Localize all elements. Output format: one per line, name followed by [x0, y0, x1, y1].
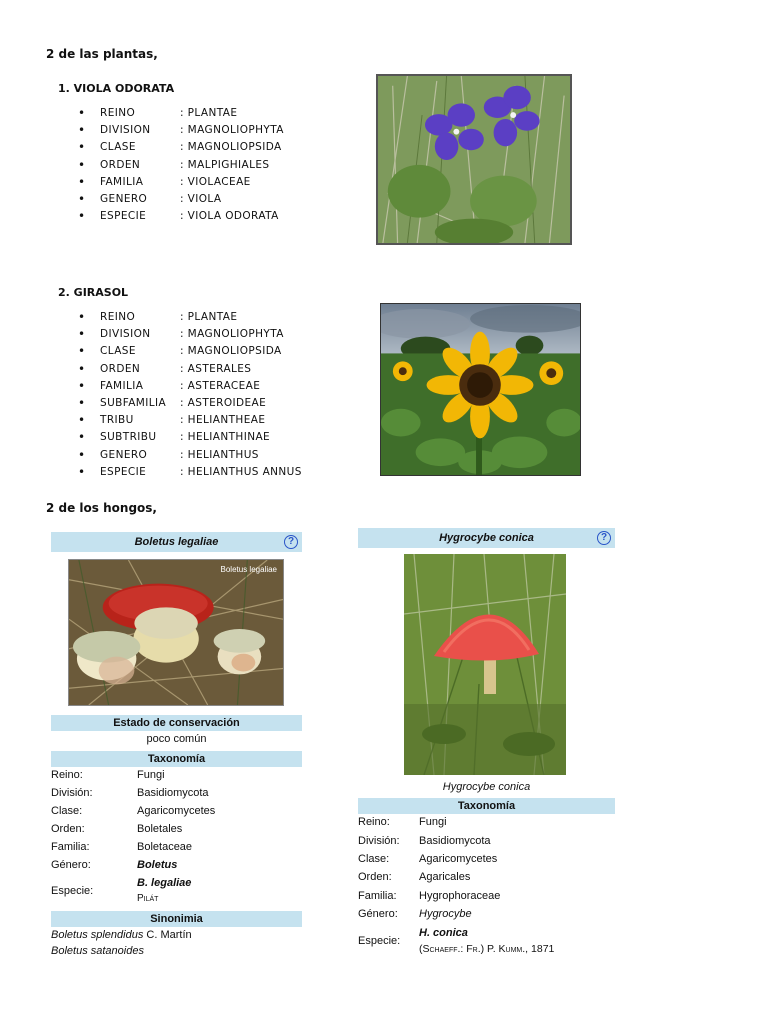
list-item: • ORDEN : MALPIGHIALES [78, 157, 270, 172]
hygrocybe-taxonomy-header: Taxonomía [358, 798, 615, 814]
plant-2-title: 2. GIRASOL [58, 286, 129, 299]
boletus-species-name: B. legaliae [137, 877, 192, 889]
plants-heading: 2 de las plantas, [46, 47, 158, 61]
bullet-icon: • [78, 310, 86, 324]
help-icon[interactable]: ? [284, 535, 298, 549]
plant-1-taxonomy-list [78, 107, 338, 227]
bullet-icon: • [78, 395, 86, 410]
list-item: • GENERO : HELIANTHUS [78, 447, 259, 462]
boletus-taxonomy-header: Taxonomía [51, 751, 302, 767]
bullet-icon: • [78, 106, 86, 120]
boletus-infobox-title: Boletus legaliae ? [51, 532, 302, 552]
bullet-icon: • [78, 123, 86, 138]
hygrocybe-infobox-title: Hygrocybe conica ? [358, 528, 615, 548]
list-item: • SUBFAMILIA : ASTEROIDEAE [78, 395, 267, 410]
hygrocybe-photo [404, 554, 566, 775]
conservation-status-value: poco común [146, 733, 207, 745]
bullet-icon: • [78, 430, 86, 445]
bullet-icon: • [78, 157, 86, 172]
list-item: • DIVISION : MAGNOLIOPHYTA [78, 327, 284, 342]
bullet-icon: • [78, 464, 86, 479]
bullet-icon: • [78, 174, 86, 189]
list-item: • SUBTRIBU : HELIANTHINAE [78, 430, 271, 445]
list-item: • TRIBU : HELIANTHEAE [78, 413, 266, 428]
boletus-species-author: Pilát [137, 893, 159, 904]
hygrocybe-photo-caption: Hygrocybe conica [442, 781, 531, 793]
plant-1-title: 1. VIOLA ODORATA [58, 82, 175, 95]
list-item: • ORDEN : ASTERALES [78, 361, 252, 376]
list-item: • CLASE : MAGNOLIOPSIDA [78, 344, 282, 359]
bullet-icon: • [78, 378, 86, 393]
list-item: • DIVISION : MAGNOLIOPHYTA [78, 123, 284, 138]
list-item: • CLASE : MAGNOLIOPSIDA [78, 140, 282, 155]
fungi-heading: 2 de los hongos, [46, 501, 157, 515]
bullet-icon: • [78, 447, 86, 462]
boletus-photo [68, 559, 284, 706]
list-item: • FAMILIA : VIOLACEAE [78, 174, 251, 189]
conservation-status-header: Estado de conservación [51, 715, 302, 731]
list-item: • GENERO : VIOLA [78, 191, 222, 206]
bullet-icon: • [78, 361, 86, 376]
bullet-icon: • [78, 327, 86, 342]
list-item: • ESPECIE : HELIANTHUS ANNUS [78, 464, 302, 479]
list-item: • REINO : PLANTAE [78, 106, 238, 120]
bullet-icon: • [78, 191, 86, 206]
help-icon[interactable]: ? [597, 531, 611, 545]
list-item: Boletus satanoides [51, 945, 144, 957]
list-item: • REINO : PLANTAE [78, 310, 238, 324]
list-item: • FAMILIA : ASTERACEAE [78, 378, 261, 393]
bullet-icon: • [78, 413, 86, 428]
hygrocybe-species-author: (Schaeff.: Fr.) P. Kumm., 1871 [419, 943, 555, 955]
sunflower-photo [380, 303, 581, 476]
list-item: • ESPECIE : VIOLA ODORATA [78, 209, 279, 224]
bullet-icon: • [78, 344, 86, 359]
synonymy-header: Sinonimia [51, 911, 302, 927]
plant-2-taxonomy-list [78, 311, 338, 483]
viola-photo [376, 74, 572, 245]
bullet-icon: • [78, 209, 86, 224]
boletus-photo-caption: Boletus legaliae [220, 565, 277, 574]
bullet-icon: • [78, 140, 86, 155]
list-item: Boletus splendidus C. Martín [51, 929, 192, 941]
hygrocybe-species-name: H. conica [419, 927, 468, 939]
